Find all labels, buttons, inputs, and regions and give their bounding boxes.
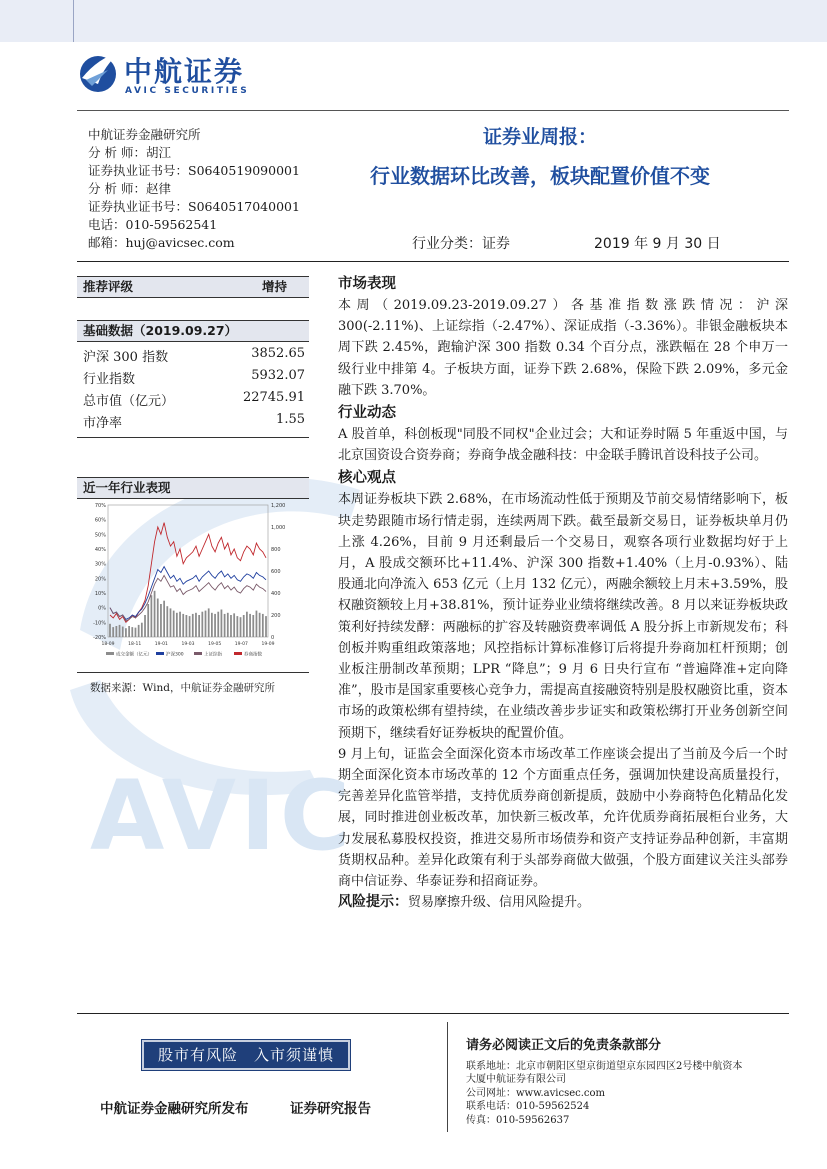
volume-bar xyxy=(192,614,194,637)
volume-bar xyxy=(214,614,216,637)
volume-bar xyxy=(176,613,178,637)
volume-bar xyxy=(256,611,258,637)
basic-row xyxy=(83,412,305,432)
row-label: 行业指数 xyxy=(83,372,136,387)
plane-logo-icon xyxy=(78,48,122,94)
row-label: 总市值（亿元） xyxy=(83,394,175,409)
volume-bar xyxy=(160,604,162,637)
footer-rule xyxy=(77,1013,789,1014)
volume-bar xyxy=(265,616,267,637)
y-left-tick-label: 70% xyxy=(94,503,106,509)
volume-bar xyxy=(240,617,242,637)
row-label: 市净率 xyxy=(83,416,123,431)
volume-bar xyxy=(201,612,203,637)
volume-bar xyxy=(230,615,232,637)
report-title: 证券业周报： xyxy=(482,126,597,148)
basic-bottom-rule xyxy=(77,437,309,438)
footer-divider xyxy=(447,1022,448,1132)
row-value: 3852.65 xyxy=(251,346,305,361)
disclaimer-note: 请务必阅读正文后的免责条款部分 xyxy=(466,1038,662,1053)
y-left-tick-label: 60% xyxy=(94,517,106,524)
y-right-tick-label: 0 xyxy=(271,635,275,641)
volume-bar xyxy=(179,612,181,637)
section-heading: 核心观点 xyxy=(338,470,396,487)
volume-bar xyxy=(141,623,143,637)
rating-box xyxy=(77,276,309,298)
volume-bar xyxy=(221,610,223,638)
volume-bar xyxy=(233,613,235,637)
volume-bar xyxy=(144,615,146,637)
section-body: 本周证券板块下跌 2.68%，在市场流动性低于预期及节前交易情绪影响下，板块走势跟随市场行情走弱，连续两周下跌。截至最新交易日，证券板块单月仍上涨 4.26%，目前 9 月还剩最后一个交易日，观察各项行业数据均好于上月，A 股成交额环比+11.4%、沪深 300 指数+1.40%（上月-0.93%）、陆股通北向净流入 653 亿元（上月 132 亿元），两融余额较上月末+3.59%，股权融资额较上月+38.81%，预计证券业业绩将继续改善。8 月以来证券板块政策利好持续发酵：两融标的扩容及转融资费率调低 A 股分拆上市新规发布；科创板并购重组政策落地；风控指标计算标准修订后将提升券商加杠杆预期；创业板注册制改革预期；LPR “降息”；9 月 6 日央行宣布 “普遍降准+定向降准”，股市是国家重要核心竞争力，需提高直接融资特别是股权融资比重，资本市场的政策松绑有望持续，在业绩改善步步证实和政策松绑打开业务创新空间预期下，继续看好证券板块的配置价值。 xyxy=(338,492,788,741)
volume-bar xyxy=(186,615,188,637)
risk-line xyxy=(338,892,788,913)
risk-slogan: 股市有风险 入市须谨慎 xyxy=(142,1040,350,1070)
y-left-tick-label: 10% xyxy=(94,591,106,597)
volume-bar xyxy=(147,604,149,637)
row-label: 沪深 300 指数 xyxy=(83,350,169,365)
rating-label: 推荐评级 xyxy=(83,279,134,294)
row-value: 5932.07 xyxy=(251,368,305,383)
y-left-tick-label: -20% xyxy=(93,635,106,641)
x-tick-label: 18-11 xyxy=(128,642,142,647)
risk-text: 贸易摩擦升级、信用风险提升。 xyxy=(408,895,591,911)
contact-address-cont: 大厦中航证券有限公司 xyxy=(466,1074,566,1086)
volume-bar xyxy=(125,628,127,637)
volume-bar xyxy=(109,624,111,637)
x-tick-label: 19-09 xyxy=(261,642,275,647)
contact-website: 公司网址：www.avicsec.com xyxy=(466,1087,606,1099)
volume-bar xyxy=(205,611,207,637)
watermark-text: AVIC xyxy=(90,760,355,872)
y-right-tick-label: 1,200 xyxy=(271,503,286,509)
publisher: 中航证券金融研究所发布 xyxy=(100,1101,249,1117)
volume-bar xyxy=(154,591,156,637)
volume-bar xyxy=(166,606,168,637)
section-body-2: 9 月上旬，证监会全面深化资本市场改革工作座谈会提出了当前及今后一个时期全面深化资本市场改革的 12 个方面重点任务，强调加快建设高质量投行，完善差异化监管举措，支持优质券商创新提质，鼓励中小券商特色化精品化发展，同时推进创业板改革，加快新三板改革，允许优质券商拓展柜台业务，大力发展私募股权投资，推进交易所市场债券和资产支持证券品种创新，丰富期货期权品种。差异化政策有利于头部券商做大做强，个股方面建议关注头部券商中信证券、华泰证券和招商证券。 xyxy=(338,746,788,890)
contact-address: 联系地址：北京市朝阳区望京街道望京东园四区2号楼中航资本 xyxy=(466,1061,743,1072)
volume-bar xyxy=(236,616,238,637)
basic-row xyxy=(83,390,305,410)
basic-data-header: 基础数据（2019.09.27） xyxy=(77,320,309,342)
volume-bar xyxy=(163,601,165,637)
volume-bar xyxy=(259,613,261,637)
y-left-tick-label: 30% xyxy=(94,561,106,568)
industry-chart xyxy=(84,497,299,665)
title-rule xyxy=(77,261,789,262)
row-value: 22745.91 xyxy=(242,390,305,405)
series-line xyxy=(110,575,266,621)
volume-bar xyxy=(170,608,172,637)
industry-category: 行业分类：证券 xyxy=(412,236,510,252)
volume-bar xyxy=(157,599,159,638)
volume-bar xyxy=(122,627,124,637)
chart-svg xyxy=(84,497,299,665)
volume-bar xyxy=(112,627,114,637)
y-left-tick-label: 50% xyxy=(94,532,106,539)
section-body: A 股首单，科创板现"同股不同权"企业过会；大和证券时隔 5 年重返中国，与北京国资设合资券商；券商争战金融科技：中金联手腾讯首设科技子公司。 xyxy=(338,427,788,464)
risk-label: 风险提示： xyxy=(338,894,408,911)
volume-bar xyxy=(252,615,254,637)
volume-bar xyxy=(217,612,219,637)
info-line: 电话：010-59562541 xyxy=(88,217,218,232)
volume-bar xyxy=(208,608,210,637)
info-line: 邮箱：huj@avicsec.com xyxy=(88,235,235,250)
legend-label: 成交金额（亿元） xyxy=(116,652,152,658)
contact-phone: 联系电话：010-59562524 xyxy=(466,1101,590,1113)
analyst-info xyxy=(88,126,300,252)
legend-swatch xyxy=(156,652,164,655)
info-line: 分 析 师：胡江 xyxy=(88,145,171,160)
volume-bar xyxy=(131,627,133,637)
banner-divider xyxy=(73,0,74,42)
info-line: 证券执业证书号：S0640517040001 xyxy=(88,199,300,214)
report-subtitle: 行业数据环比改善，板块配置价值不变 xyxy=(370,164,710,188)
y-right-tick-label: 600 xyxy=(271,569,281,575)
volume-bar xyxy=(198,615,200,637)
volume-bar xyxy=(135,628,137,637)
volume-bar xyxy=(262,614,264,637)
top-banner xyxy=(0,0,827,42)
volume-bar xyxy=(173,611,175,637)
legend-swatch xyxy=(234,652,242,655)
logo-subtitle: AVIC SECURITIES xyxy=(125,86,250,96)
contact-info xyxy=(466,1060,796,1127)
volume-bar xyxy=(211,613,213,637)
y-left-tick-label: -10% xyxy=(93,620,106,627)
x-tick-label: 19-05 xyxy=(208,642,222,647)
basic-row xyxy=(83,368,305,388)
volume-bar xyxy=(246,612,248,637)
chart-source: 数据来源：Wind，中航证券金融研究所 xyxy=(90,682,275,694)
y-left-tick-label: 20% xyxy=(94,576,106,583)
main-content xyxy=(338,272,788,913)
legend-swatch xyxy=(106,652,114,655)
y-right-tick-label: 400 xyxy=(271,591,281,597)
series-line xyxy=(110,567,266,620)
volume-bar xyxy=(189,616,191,637)
x-tick-label: 18-09 xyxy=(101,642,115,647)
section-body: 本周（2019.09.23-2019.09.27）各基准指数涨跌情况：沪深 300(-2.11%)、上证综指（-2.47%）、深证成指（-3.36%）。非银金融板块本周下跌 2.45%，跑输沪深 300 指数 0.34 个百分点，涨跌幅在 28 个申万一级行业中排第 4。子板块方面，证券下跌 2.68%，保险下跌 2.09%，多元金融下跌 3.70%。 xyxy=(338,298,788,398)
volume-bar xyxy=(182,614,184,637)
volume-bar xyxy=(138,625,140,637)
basic-row xyxy=(83,346,305,366)
section-heading: 行业动态 xyxy=(338,405,396,422)
legend-label: 券商指数 xyxy=(244,652,262,658)
report-date: 2019 年 9 月 30 日 xyxy=(594,236,721,252)
rating-value: 增持 xyxy=(261,279,287,294)
x-tick-label: 19-01 xyxy=(154,642,168,647)
volume-bar xyxy=(115,626,117,637)
y-right-tick-label: 800 xyxy=(271,547,281,553)
chart-header: 近一年行业表现 xyxy=(77,477,309,499)
series-line xyxy=(110,523,266,623)
info-line: 中航证券金融研究所 xyxy=(88,127,201,142)
report-type: 证券研究报告 xyxy=(290,1101,371,1117)
y-left-tick-label: 0% xyxy=(98,605,106,612)
volume-bar xyxy=(151,595,153,637)
volume-bar xyxy=(224,614,226,637)
volume-bar xyxy=(227,613,229,637)
section-heading: 市场表现 xyxy=(338,276,396,292)
legend-label: 沪深300 xyxy=(166,652,184,658)
row-value: 1.55 xyxy=(276,412,305,427)
volume-bar xyxy=(249,614,251,637)
info-line: 证券执业证书号：S0640519090001 xyxy=(88,163,300,178)
x-tick-label: 19-03 xyxy=(181,642,195,647)
y-right-tick-label: 1,000 xyxy=(271,525,286,531)
volume-bar xyxy=(195,613,197,637)
info-line: 分 析 师：赵律 xyxy=(88,181,171,196)
x-tick-label: 19-07 xyxy=(234,642,248,647)
legend-label: 上证综指 xyxy=(204,652,222,658)
y-right-tick-label: 200 xyxy=(271,613,281,619)
header-rule xyxy=(77,110,789,111)
company-logo xyxy=(78,48,278,100)
logo-name: 中航证券 xyxy=(124,55,245,88)
y-left-tick-label: 40% xyxy=(94,547,106,553)
legend-swatch xyxy=(194,652,202,655)
volume-bar xyxy=(128,626,130,637)
volume-bar xyxy=(243,615,245,637)
volume-bar xyxy=(119,625,121,637)
contact-fax: 传真：010-59562637 xyxy=(466,1114,570,1126)
chart-bottom-rule xyxy=(77,672,309,673)
